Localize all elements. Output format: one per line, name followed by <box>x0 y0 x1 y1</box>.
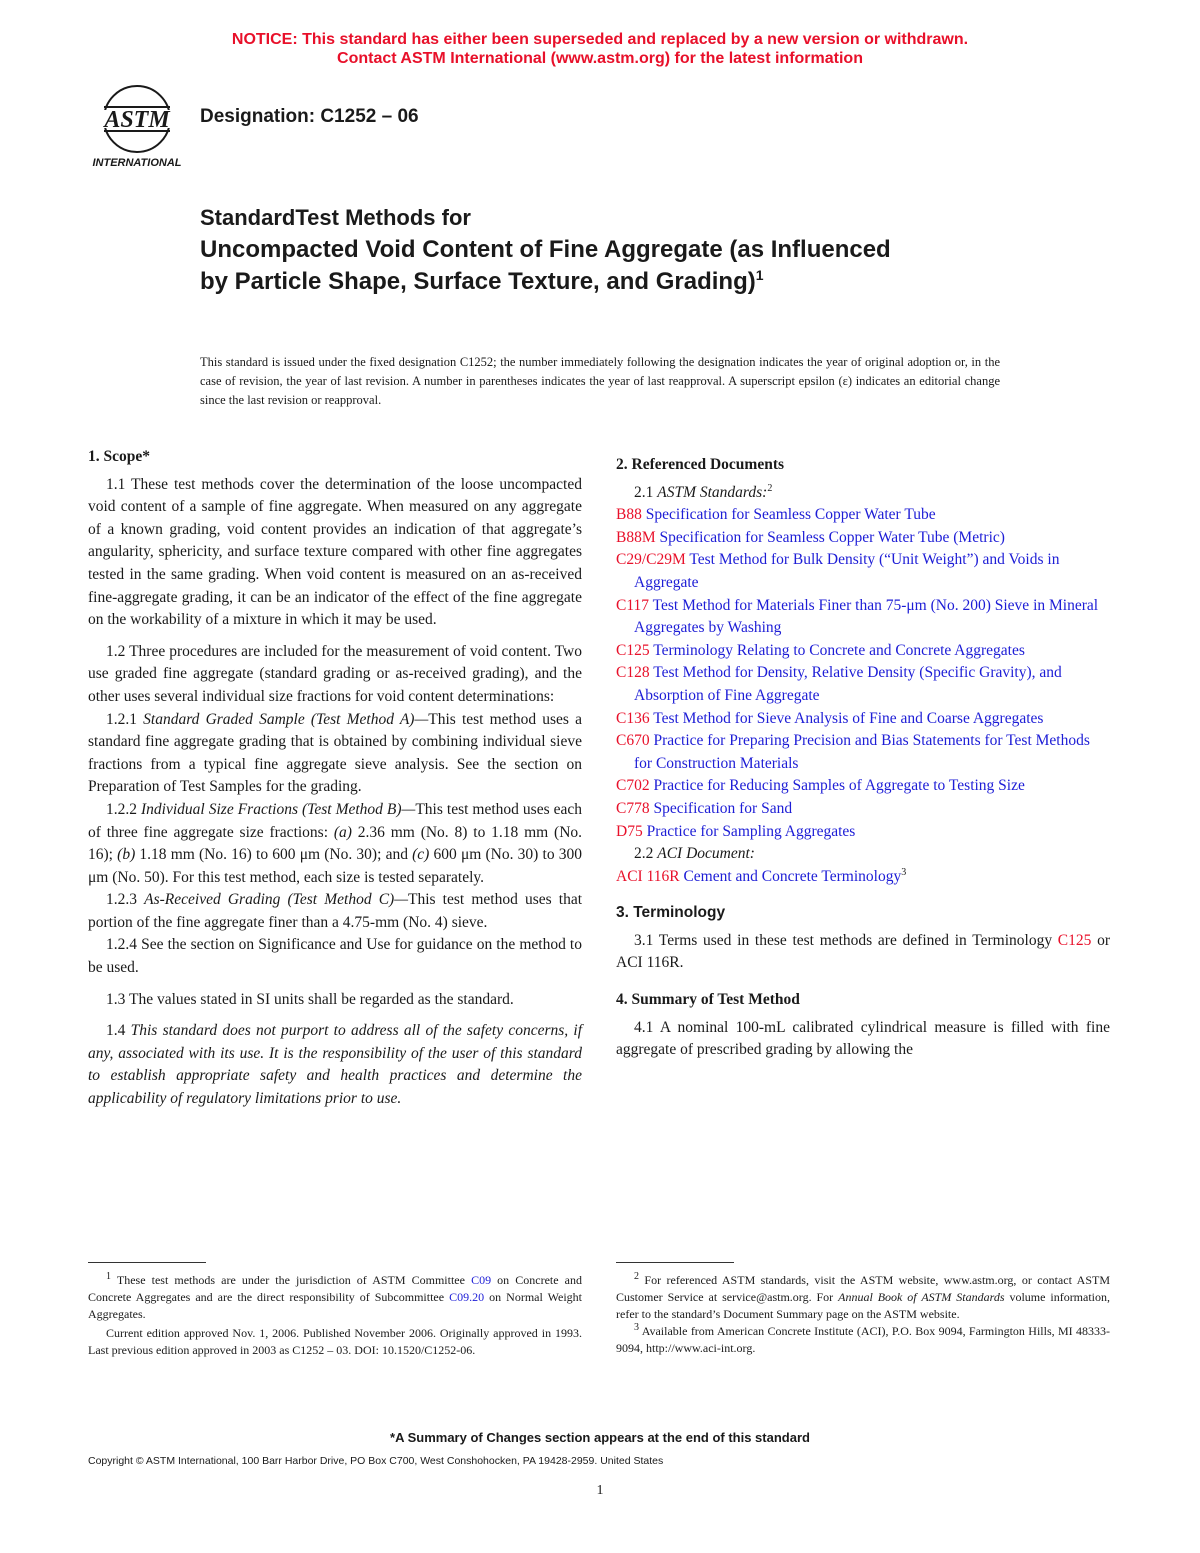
para-1-2-1-text: This test method uses a standard fine aggregate grading that is obtained by combining individual sieve fractions from a typical fine aggregate sieve analysis. See the section on Preparation of Test Samples for the grading. <box>88 710 582 796</box>
section-3-heading: 3. Terminology <box>616 904 726 922</box>
referenced-standard-title[interactable]: Test Method for Density, Relative Density (Specific Gravity), and Absorption of Fine Aggregate <box>634 664 1062 704</box>
para-1-3: 1.3 The values stated in SI units shall be regarded as the standard. <box>106 990 514 1008</box>
page-number: 1 <box>596 1483 604 1498</box>
referenced-standard-item <box>616 595 1110 640</box>
referenced-standard-code[interactable]: C778 <box>616 799 650 817</box>
para-1-4-num: 1.4 <box>106 1022 126 1040</box>
list-label-c: (c) <box>412 846 430 864</box>
referenced-standard-title[interactable]: Test Method for Sieve Analysis of Fine and Coarse Aggregates <box>653 709 1044 727</box>
para-1-2-2 <box>88 799 582 889</box>
aci-document-subheading <box>616 843 1110 866</box>
astm-logo <box>86 84 188 170</box>
referenced-standard-title[interactable]: Test Method for Bulk Density (“Unit Weight”) and Voids in Aggregate <box>634 551 1060 591</box>
para-3-1 <box>616 930 1110 975</box>
para-1-4-text: This standard does not purport to address all of the safety concerns, if any, associated with its use. It is the responsibility of the user of this standard to establish appropriate safety and health practices and determine the applicability of regulatory limitations prior to use. <box>88 1022 583 1108</box>
referenced-standard-code[interactable]: C29/C29M <box>616 551 686 569</box>
document-title <box>200 204 920 298</box>
terminology-c125-link[interactable]: C125 <box>1057 931 1092 949</box>
referenced-standard-item <box>616 504 1110 527</box>
footnote-2-text-b: volume information, refer to the standard’s Document Summary page on the ASTM website. <box>616 1290 1111 1321</box>
astm-standards-subheading <box>616 482 1110 505</box>
astm-standards-title: ASTM Standards: <box>657 483 768 501</box>
para-1-2-2-text-b: 2.36 mm (No. 8) to 1.18 mm (No. 16); <box>88 823 583 864</box>
footnote-2-text-a: For referenced ASTM standards, visit the ASTM website, www.astm.org, or contact ASTM Customer Service at service@astm.org. For <box>616 1273 1110 1304</box>
referenced-standard-code[interactable]: C125 <box>616 641 650 659</box>
para-1-2-3-title: As-Received Grading (Test Method C)— <box>144 891 408 909</box>
para-1-2-2-text-a: This test method uses each of three fine aggregate size fractions: <box>88 800 583 841</box>
aci-footnote-mark: 3 <box>901 866 907 878</box>
para-1-2-2-text-c: 1.18 mm (No. 16) to 600 μm (No. 30); and <box>139 846 408 864</box>
summary-of-changes-note: *A Summary of Changes section appears at the end of this standard <box>390 1430 810 1445</box>
list-label-a: (a) <box>333 823 352 841</box>
referenced-standards-list <box>616 504 1110 843</box>
referenced-standard-item <box>616 640 1110 663</box>
referenced-standard-item <box>616 662 1110 707</box>
referenced-standard-item <box>616 708 1110 731</box>
section-4-heading: 4. Summary of Test Method <box>616 991 800 1009</box>
para-1-2: 1.2 Three procedures are included for the measurement of void content. Two use graded fine aggregate (standard grading or as-received grading), and the other uses several individual size fractions for void content determinations: <box>88 642 582 705</box>
referenced-standard-code[interactable]: C128 <box>616 664 650 682</box>
para-1-2-1 <box>88 709 582 799</box>
footnote-1-text-b: on Concrete and Concrete Aggregates and are the direct responsibility of Subcommittee <box>88 1273 582 1304</box>
para-1-2-4: 1.2.4 See the section on Significance and Use for guidance on the method to be used. <box>88 936 582 977</box>
referenced-standard-code[interactable]: D75 <box>616 822 643 840</box>
para-1-2-3-text: This test method uses that portion of the fine aggregate finer than a 4.75-mm (No. 4) sieve. <box>88 891 583 931</box>
para-1-2-2-title: Individual Size Fractions (Test Method B)— <box>141 800 416 818</box>
footnote-2 <box>616 1272 1110 1323</box>
footnote-2-italic: Annual Book of ASTM Standards <box>838 1290 1005 1304</box>
para-4-1: 4.1 A nominal 100-mL calibrated cylindrical measure is filled with fine aggregate of prescribed grading by allowing the <box>616 1018 1110 1059</box>
title-main <box>200 234 920 298</box>
referenced-standard-item <box>616 775 1110 798</box>
para-3-1-text: 3.1 Terms used in these test methods are defined in Terminology <box>634 931 1053 949</box>
referenced-standard-title[interactable]: Practice for Reducing Samples of Aggregate to Testing Size <box>653 777 1025 795</box>
para-1-2-3 <box>88 889 582 934</box>
astm-logo-mark <box>86 84 188 170</box>
astm-standards-footnote-mark: 2 <box>767 482 773 494</box>
referenced-standard-title[interactable]: Terminology Relating to Concrete and Concrete Aggregates <box>653 641 1025 659</box>
subcommittee-c0920-link[interactable]: C09.20 <box>449 1290 485 1304</box>
referenced-standard-code[interactable]: C702 <box>616 777 650 795</box>
title-line-1: StandardTest Methods for <box>200 205 471 230</box>
committee-c09-link[interactable]: C09 <box>471 1273 492 1287</box>
footnotes-right <box>616 1272 1110 1357</box>
issuance-statement: This standard is issued under the fixed designation C1252; the number immediately following the designation indicates the year of original adoption or, in the case of revision, the year of last revision. A number in parentheses indicates the year of last reapproval. A superscript epsilon (ε) indicates an editorial change since the last revision or reapproval. <box>200 355 1000 407</box>
referenced-standard-item <box>616 798 1110 821</box>
referenced-standard-code[interactable]: B88M <box>616 528 656 546</box>
referenced-standard-code[interactable]: B88 <box>616 506 642 524</box>
referenced-standard-code[interactable]: C670 <box>616 732 650 750</box>
referenced-standard-item <box>616 821 1110 844</box>
aci-document-title: ACI Document: <box>657 845 755 863</box>
aci-reference-item <box>616 866 1110 889</box>
para-1-4 <box>88 1020 582 1110</box>
footnote-rule-left <box>88 1262 206 1263</box>
referenced-standard-code[interactable]: C136 <box>616 709 650 727</box>
left-column <box>88 446 582 1111</box>
designation: Designation: C1252 – 06 <box>200 106 419 127</box>
logo-letters: ASTM <box>104 107 170 133</box>
para-1-2-3-num: 1.2.3 <box>106 891 137 909</box>
withdrawn-notice <box>0 30 1200 68</box>
referenced-standard-title[interactable]: Specification for Seamless Copper Water Tube (Metric) <box>659 528 1005 546</box>
aci-reference-title[interactable]: Cement and Concrete Terminology <box>683 867 902 885</box>
para-1-2-1-num: 1.2.1 <box>106 710 137 728</box>
footnote-2-mark: 2 <box>634 1271 639 1282</box>
referenced-standard-title[interactable]: Test Method for Materials Finer than 75-μm (No. 200) Sieve in Mineral Aggregates by Washing <box>634 596 1099 637</box>
copyright-line: Copyright © ASTM International, 100 Barr Harbor Drive, PO Box C700, West Conshohocken, PA 19428-2959. United States <box>88 1455 664 1467</box>
footnote-1 <box>88 1272 582 1323</box>
footnote-3-text: Available from American Concrete Institute (ACI), P.O. Box 9094, Farmington Hills, MI 48333-9094, http://www.aci-int.org. <box>616 1324 1110 1355</box>
section-2-heading: 2. Referenced Documents <box>616 456 785 473</box>
footnote-3-mark: 3 <box>634 1322 639 1333</box>
logo-international-label: INTERNATIONAL <box>92 157 182 169</box>
referenced-standard-item <box>616 527 1110 550</box>
referenced-standard-title[interactable]: Specification for Seamless Copper Water Tube <box>645 506 936 524</box>
footnote-1-text-a: These test methods are under the jurisdiction of ASTM Committee <box>116 1273 465 1287</box>
referenced-standard-item <box>616 730 1110 775</box>
right-column <box>616 446 1110 1062</box>
footnote-rule-right <box>616 1262 734 1263</box>
list-label-b: (b) <box>117 846 136 864</box>
referenced-standard-title[interactable]: Practice for Sampling Aggregates <box>646 822 856 840</box>
title-footnote-mark: 1 <box>755 267 764 283</box>
astm-standards-num: 2.1 <box>634 483 654 501</box>
para-1-2-1-title: Standard Graded Sample (Test Method A)— <box>143 710 429 728</box>
footnotes-left <box>88 1272 582 1359</box>
aci-reference-code[interactable]: ACI 116R <box>616 867 680 885</box>
para-3-1-text-end: or ACI 116R. <box>616 931 1111 972</box>
section-1-heading: 1. Scope* <box>88 448 150 465</box>
referenced-standard-title[interactable]: Specification for Sand <box>653 799 793 817</box>
aci-document-num: 2.2 <box>634 845 654 863</box>
para-1-1: 1.1 These test methods cover the determination of the loose uncompacted void content of a sample of fine aggregate. When measured on any aggregate of a known grading, void content provides an indication of that aggregate’s angularity, sphericity, and surface texture compared with other fine aggregates tested in the same grading. When void content is measured on an as-received fine-aggregate grading, it can be an indicator of the effect of the fine aggregate on the workability of a mixture in which it may be used. <box>88 475 582 629</box>
referenced-standard-code[interactable]: C117 <box>616 596 650 614</box>
referenced-standard-item <box>616 549 1110 594</box>
referenced-standard-title[interactable]: Practice for Preparing Precision and Bias Statements for Test Methods for Construction Materials <box>634 732 1090 772</box>
footnote-3 <box>616 1323 1110 1357</box>
notice-line-1: NOTICE: This standard has either been superseded and replaced by a new version or withdrawn. <box>231 31 969 48</box>
title-main-text: Uncompacted Void Content of Fine Aggregate (as Influenced by Particle Shape, Surface Texture, and Grading) <box>200 236 891 295</box>
para-1-2-2-num: 1.2.2 <box>106 800 137 818</box>
notice-line-2: Contact ASTM International (www.astm.org) for the latest information <box>337 50 863 67</box>
footnote-1-mark: 1 <box>106 1271 111 1282</box>
footnote-1-text-c: on Normal Weight Aggregates. <box>88 1290 582 1321</box>
footnote-1-edition: Current edition approved Nov. 1, 2006. Published November 2006. Originally approved in 1993. Last previous edition approved in 2003 as C1252 – 03. DOI: 10.1520/C1252-06. <box>88 1326 582 1357</box>
para-1-2-2-text-d: 600 μm (No. 30) to 300 μm (No. 50). For this test method, each size is tested separately. <box>88 846 583 886</box>
